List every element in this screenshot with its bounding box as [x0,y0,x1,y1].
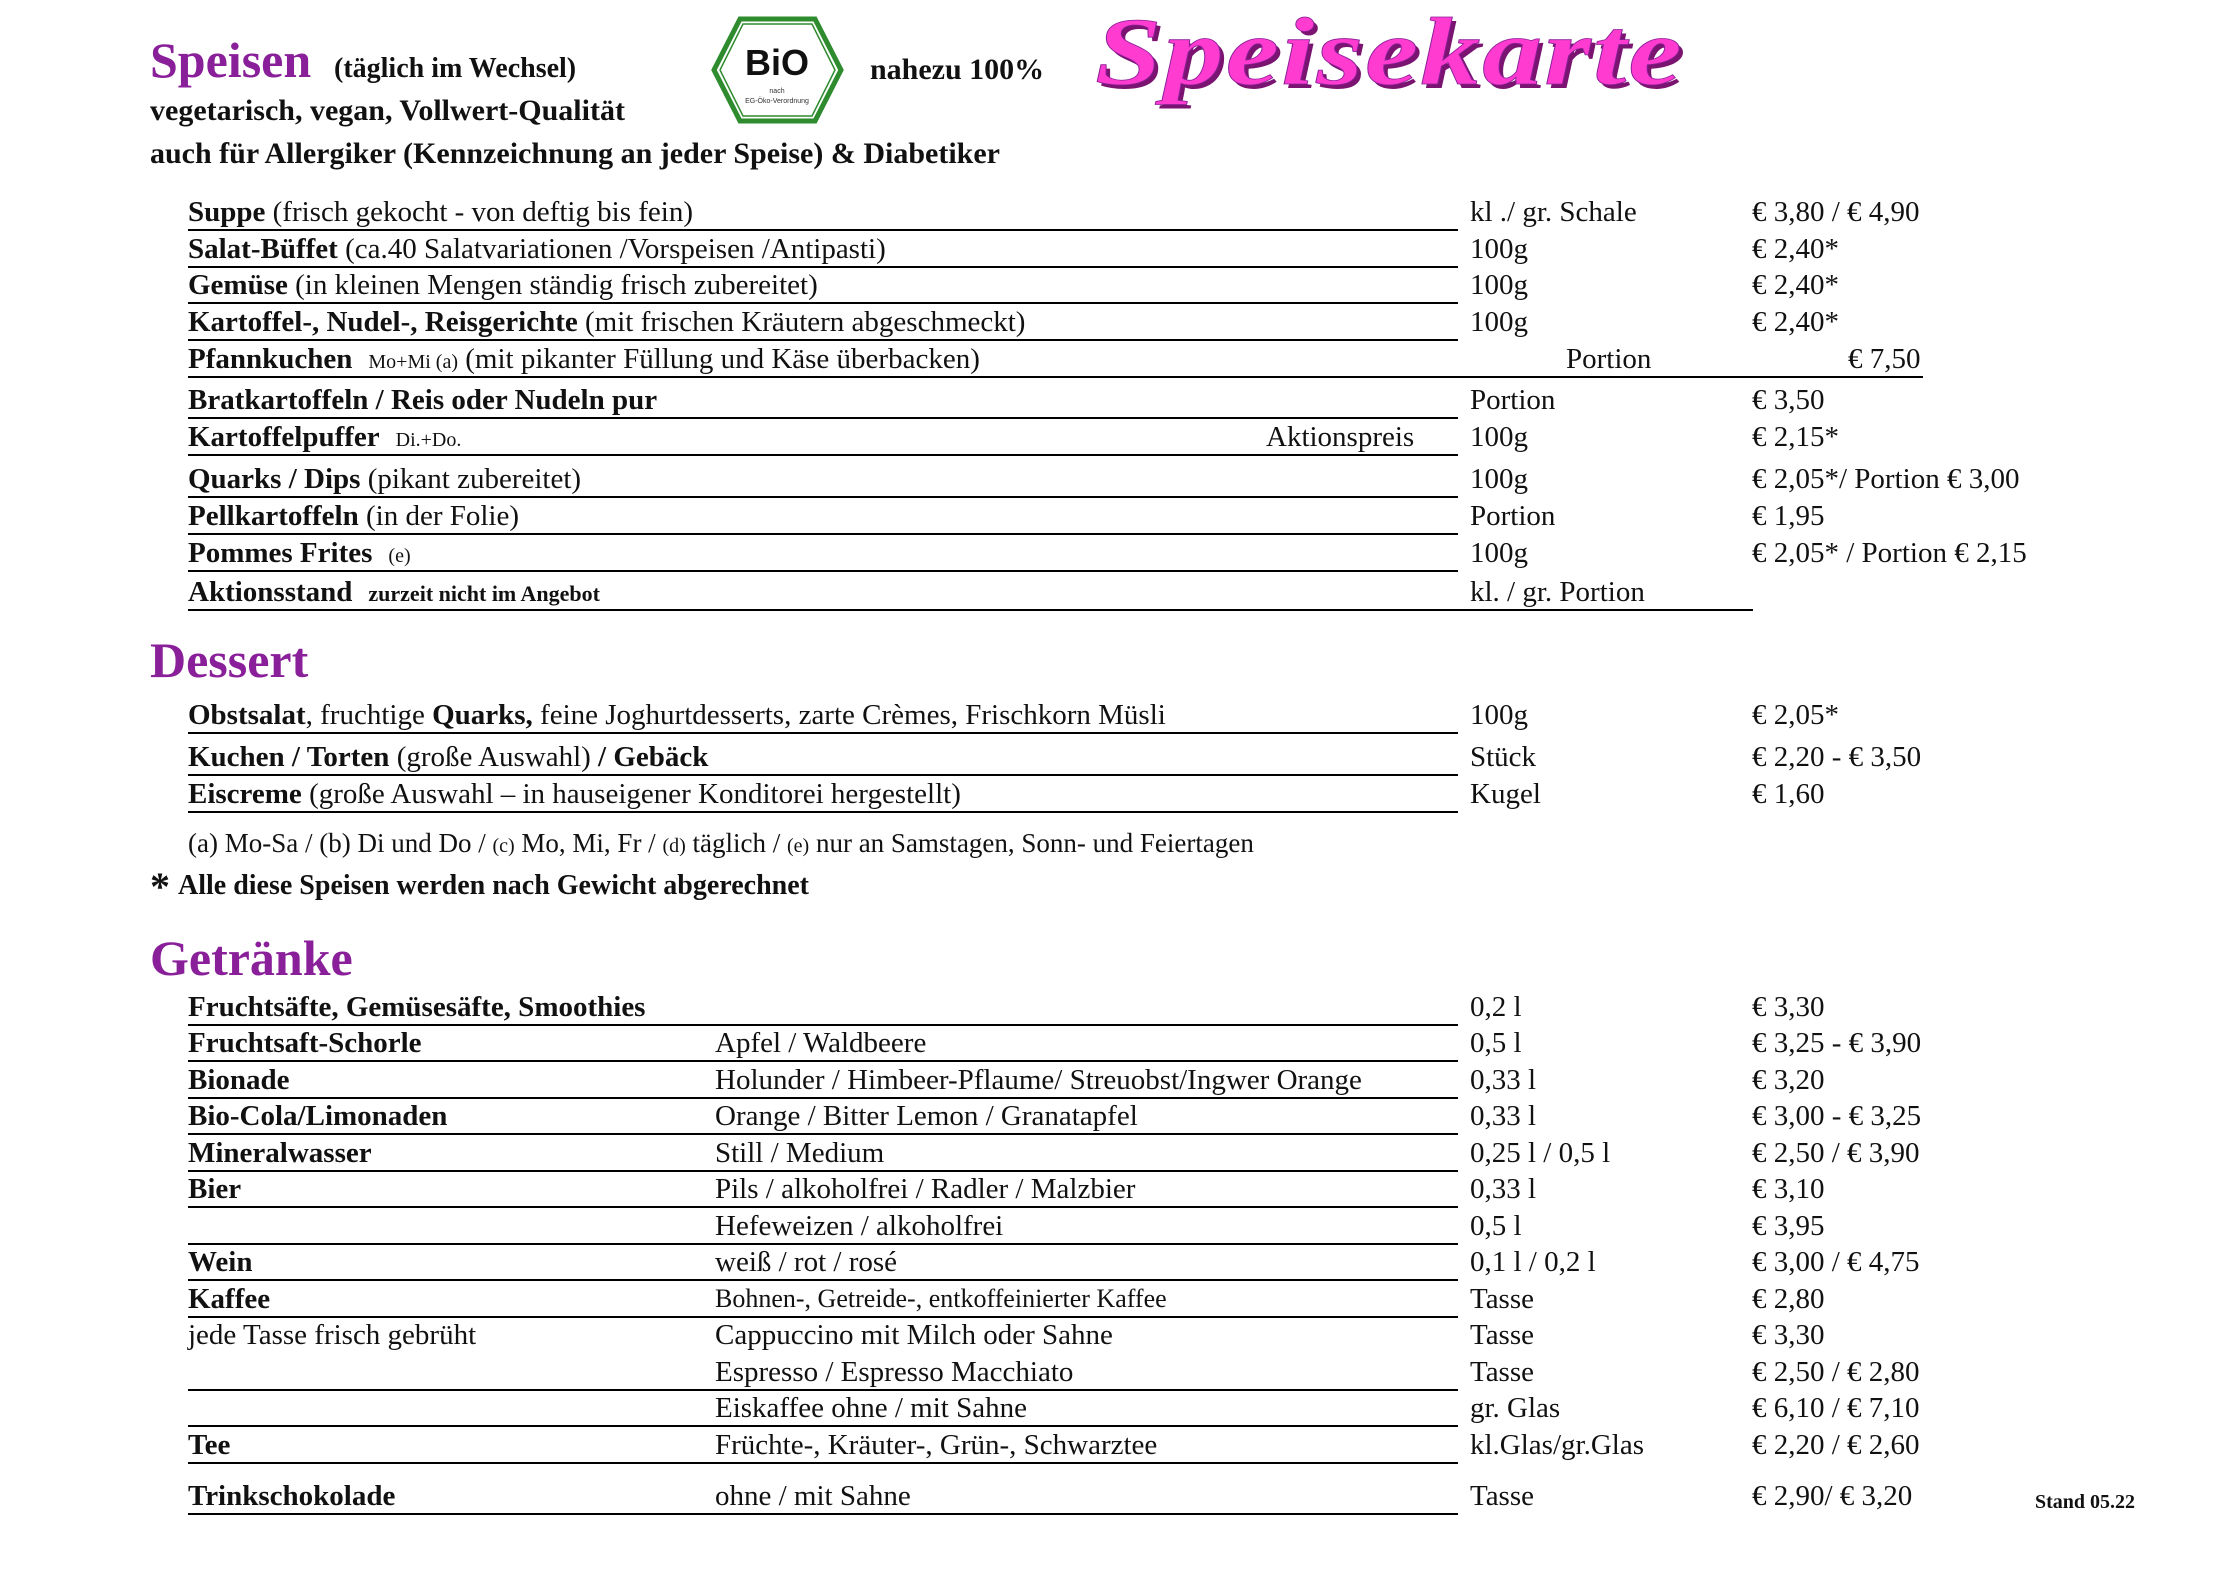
underline [188,732,1458,734]
drink-price: € 2,80 [1752,1283,1825,1315]
drink-variant: Espresso / Espresso Macchiato [715,1356,1074,1388]
menu-item-price: € 2,40* [1752,233,1839,265]
menu-item-name: Kartoffel-, Nudel-, Reisgerichte [188,306,578,338]
menu-item-desc: (pikant zubereitet) [360,463,582,495]
drink-name: Mineralwasser [188,1137,372,1169]
drink-price: € 2,50 / € 3,90 [1752,1137,1920,1169]
underline [188,339,1458,341]
drink-variant: Früchte-, Kräuter-, Grün-, Schwarztee [715,1429,1158,1461]
menu-item-name-cell [188,536,411,573]
menu-item-name: Suppe [188,196,266,228]
menu-item-unit: kl ./ gr. Schale [1470,196,1637,228]
menu-item-name-cell [188,268,818,302]
drink-unit: 0,2 l [1470,991,1522,1023]
drink-price: € 3,20 [1752,1064,1825,1096]
underline [188,454,1458,456]
underline [188,533,1458,535]
drink-variant: Still / Medium [715,1137,885,1169]
dessert-price: € 1,60 [1752,778,1825,810]
bio-logo-small2: EG-Öko-Verordnung [745,98,809,105]
menu-item-name-cell [188,499,519,533]
drink-row [188,1026,2058,1062]
underline [188,229,1458,231]
drink-unit: Tasse [1470,1356,1535,1388]
menu-row [188,342,2058,378]
menu-item-name: Pommes Frites [188,537,373,569]
underline [188,496,1458,498]
menu-item-unit: 100g [1470,233,1528,265]
dessert-desc-2: feine Joghurtdesserts, zarte Crèmes, Frischkorn Müsli [532,699,1166,731]
underline [188,376,1923,378]
menu-item-name: Quarks / Dips [188,463,361,495]
drink-name: Bio-Cola/Limonaden [188,1100,448,1132]
dessert-heading: Dessert [150,632,309,688]
drink-variant: ohne / mit Sahne [715,1480,911,1512]
menu-row [188,420,2058,456]
underline [188,570,1458,572]
menu-item-desc: (frisch gekocht - von deftig bis fein) [265,196,694,228]
dessert-row [188,740,2058,776]
dessert-name-cell [188,698,1166,732]
menu-item-name-cell [188,383,657,417]
dessert-name-2: Quarks, [432,699,533,731]
drink-name: jede Tasse frisch gebrüht [188,1319,477,1351]
menu-item-unit: 100g [1470,537,1528,569]
menu-item-unit: kl. / gr. Portion [1470,576,1645,608]
drink-name: Trinkschokolade [188,1480,396,1512]
drink-variant: Hefeweizen / alkoholfrei [715,1210,1004,1242]
menu-item-name: Kartoffelpuffer [188,421,380,453]
menu-item-name: Aktionsstand [188,576,353,608]
menu-item-unit: 100g [1470,269,1528,301]
menu-item-name-cell [188,305,1025,339]
menu-item-price: € 1,95 [1752,500,1825,532]
menu-item-name: Gemüse [188,269,288,301]
menu-item-price: € 2,05* / Portion € 2,15 [1752,537,2027,569]
dessert-desc: (große Auswahl – in hauseigener Konditorei hergestellt) [301,778,961,810]
menu-item-desc: (in kleinen Mengen ständig frisch zubereitet) [287,269,818,301]
underline [188,1462,1458,1464]
underline [188,1206,1458,1208]
drink-unit: Tasse [1470,1319,1535,1351]
drink-row [188,990,2058,1026]
drink-variant: Pils / alkoholfrei / Radler / Malzbier [715,1173,1136,1205]
drink-price: € 3,30 [1752,991,1825,1023]
dessert-name: Kuchen / Torten [188,741,390,773]
drink-row [188,1099,2058,1135]
drink-unit: Tasse [1470,1480,1535,1512]
dessert-row [188,698,2058,734]
menu-item-price: € 2,40* [1752,306,1839,338]
menu-item-name-cell [188,232,886,266]
bio-logo-text: BiO [744,42,810,83]
menu-item-price: € 2,15* [1752,421,1839,453]
drink-row [188,1318,2058,1354]
drink-price: € 3,30 [1752,1319,1825,1351]
drink-name: Wein [188,1246,253,1278]
drink-row [188,1428,2058,1464]
underline [188,1133,1458,1135]
drink-price: € 3,95 [1752,1210,1825,1242]
drink-unit: 0,33 l [1470,1064,1537,1096]
drink-variant: weiß / rot / rosé [715,1246,898,1278]
drink-unit: 0,33 l [1470,1100,1537,1132]
menu-item-tag: Mo+Mi (a) [368,351,458,373]
speisen-heading: Speisen [150,32,312,88]
menu-item-price: € 2,05*/ Portion € 3,00 [1752,463,2020,495]
dessert-unit: Kugel [1470,778,1541,810]
dessert-name: Eiscreme [188,778,302,810]
drink-price: € 3,00 - € 3,25 [1752,1100,1922,1132]
footnote-days: (a) Mo-Sa / (b) Di und Do / (c) Mo, Mi, Fr / (d) täglich / (e) nur an Samstagen, Sonn- und Feiertagen [188,828,1254,858]
menu-item-tag: zurzeit nicht im Angebot [368,581,600,606]
drink-row [188,1209,2058,1245]
drink-unit: Tasse [1470,1283,1535,1315]
drink-name: Fruchtsäfte, Gemüsesäfte, Smoothies [188,991,646,1023]
dessert-unit: Stück [1470,741,1537,773]
drink-variant: Orange / Bitter Lemon / Granatapfel [715,1100,1138,1132]
drink-row [188,1355,2058,1391]
underline [188,302,1458,304]
menu-item-name: Pfannkuchen [188,343,353,375]
bio-logo-icon [710,15,845,125]
speisen-subtitle: (täglich im Wechsel) [334,53,577,84]
menu-item-price: € 3,80 / € 4,90 [1752,196,1920,228]
menu-row [188,575,2058,611]
drink-unit: gr. Glas [1470,1392,1561,1424]
drink-name: Tee [188,1429,231,1461]
drink-unit: 0,1 l / 0,2 l [1470,1246,1596,1278]
drink-name: Fruchtsaft-Schorle [188,1027,422,1059]
dessert-name: Obstsalat [188,699,306,731]
drink-variant: Eiskaffee ohne / mit Sahne [715,1392,1027,1424]
drink-price: € 3,25 - € 3,90 [1752,1027,1922,1059]
drink-price: € 3,00 / € 4,75 [1752,1246,1920,1278]
svg-text:EG-Öko-Verordnung [745,97,809,105]
getraenke-heading: Getränke [150,930,353,986]
drink-variant: Apfel / Waldbeere [715,1027,927,1059]
drink-variant: Bohnen-, Getreide-, entkoffeinierter Kaffee [715,1284,1167,1313]
underline [188,1279,1458,1281]
menu-item-desc: (in der Folie) [358,500,519,532]
menu-item-price: € 7,50 [1848,343,1921,375]
menu-item-desc: (mit pikanter Füllung und Käse überbacken) [458,343,980,375]
menu-item-tag: Di.+Do. [395,429,462,451]
menu-row [188,536,2058,572]
menu-row [188,268,2058,304]
menu-item-name-cell [188,195,693,229]
menu-item-desc: (mit frischen Kräutern abgeschmeckt) [577,306,1026,338]
vegetarian-line: vegetarisch, vegan, Vollwert-Qualität [150,94,625,127]
drink-price: € 3,10 [1752,1173,1825,1205]
bio-logo-small1: nach [769,88,785,95]
drink-unit: 0,25 l / 0,5 l [1470,1137,1611,1169]
underline [188,417,1458,419]
drink-row [188,1245,2058,1281]
dessert-price: € 2,20 - € 3,50 [1752,741,1922,773]
menu-row [188,462,2058,498]
underline [188,811,1458,813]
menu-row [188,499,2058,535]
dessert-name-cell [188,740,708,774]
allergy-line: auch für Allergiker (Kennzeichnung an jeder Speise) & Diabetiker [150,137,1000,170]
underline [188,609,1753,611]
drink-variant: Cappuccino mit Milch oder Sahne [715,1319,1113,1351]
drink-variant: Holunder / Himbeer-Pflaume/ Streuobst/Ingwer Orange [715,1064,1362,1096]
menu-item-unit: Portion [1566,343,1652,375]
drink-price: € 2,90/ € 3,20 [1752,1480,1913,1512]
drink-price: € 2,50 / € 2,80 [1752,1356,1920,1388]
aktionspreis-label: Aktionspreis [1266,421,1415,453]
drink-row [188,1063,2058,1099]
drink-name: Kaffee [188,1283,271,1315]
menu-item-name: Bratkartoffeln / Reis oder Nudeln pur [188,384,658,416]
menu-item-price: € 3,50 [1752,384,1825,416]
underline [188,1425,1458,1427]
menu-item-name-cell [188,420,461,457]
menu-item-desc: (ca.40 Salatvariationen /Vorspeisen /Antipasti) [337,233,886,265]
asterisk: * [150,864,170,909]
drink-unit: kl.Glas/gr.Glas [1470,1429,1644,1461]
menu-item-unit: Portion [1470,384,1556,416]
drink-row [188,1282,2058,1318]
drink-row [188,1479,2058,1515]
dessert-name-2: / Gebäck [598,741,709,773]
speisekarte-title: Speisekarte [1095,0,1684,105]
drink-unit: 0,5 l [1470,1027,1522,1059]
drink-row [188,1136,2058,1172]
dessert-unit: 100g [1470,699,1528,731]
menu-row [188,383,2058,419]
nahezu-label: nahezu 100% [870,53,1045,86]
menu-item-price: € 2,40* [1752,269,1839,301]
dessert-desc: (große Auswahl) [389,741,599,773]
underline [188,1060,1458,1062]
svg-text:BiO [745,42,809,83]
drink-row [188,1172,2058,1208]
drink-name: Bier [188,1173,242,1205]
menu-item-unit: 100g [1470,421,1528,453]
stand-date: Stand 05.22 [2035,1491,2136,1513]
menu-item-name-cell [188,342,980,379]
drink-price: € 6,10 / € 7,10 [1752,1392,1920,1424]
drink-row [188,1391,2058,1427]
menu-row [188,305,2058,341]
footnote-weight: * Alle diese Speisen werden nach Gewicht abgerechnet [150,864,809,909]
dessert-row [188,777,2058,813]
menu-item-unit: 100g [1470,463,1528,495]
drink-name: Bionade [188,1064,290,1096]
dessert-desc: , fruchtige [305,699,433,731]
menu-item-unit: 100g [1470,306,1528,338]
menu-item-name-cell [188,575,600,611]
menu-item-unit: Portion [1470,500,1556,532]
svg-text:nach [769,88,784,95]
menu-item-name: Salat-Büffet [188,233,338,265]
dessert-price: € 2,05* [1752,699,1839,731]
drink-price: € 2,20 / € 2,60 [1752,1429,1920,1461]
dessert-name-cell [188,777,961,811]
underline [188,1513,1458,1515]
menu-item-name: Pellkartoffeln [188,500,359,532]
menu-row [188,195,2058,231]
drink-unit: 0,5 l [1470,1210,1522,1242]
underline [188,774,1458,776]
menu-row [188,232,2058,268]
drink-unit: 0,33 l [1470,1173,1537,1205]
menu-item-name-cell [188,462,581,496]
menu-item-tag: (e) [388,545,411,567]
